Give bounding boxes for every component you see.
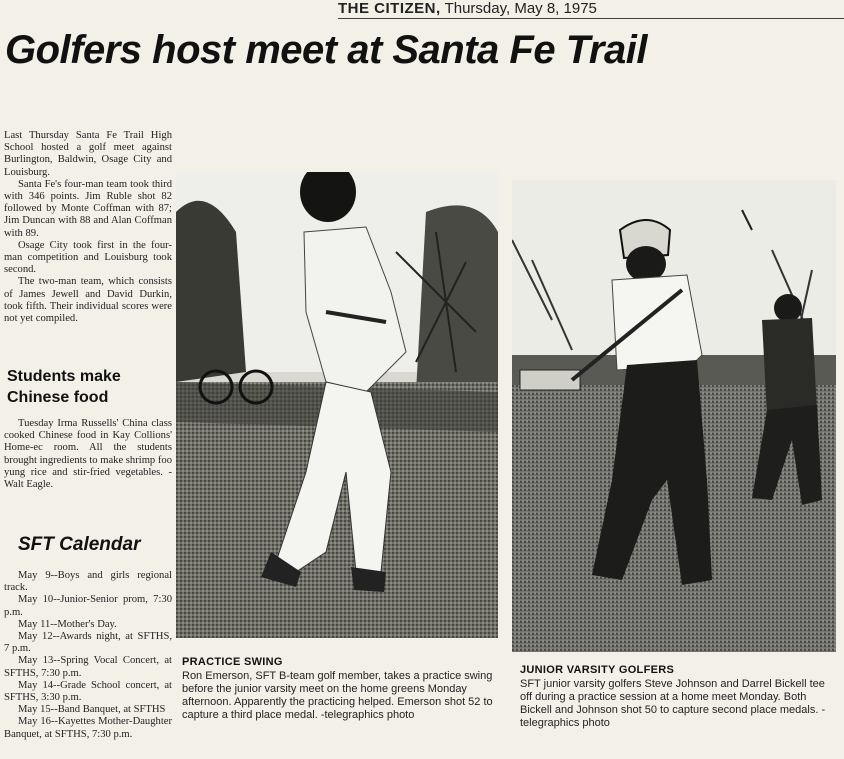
chinese-story-title (7, 366, 177, 408)
chinese-title-line-1: Students make (7, 368, 121, 385)
calendar-item: May 16--Kayettes Mother-Daughter Banquet, at SFTHS, 7:30 p.m. (4, 716, 172, 740)
calendar-item: May 12--Awards night, at SFTHS, 7 p.m. (4, 631, 172, 655)
calendar-item: May 11--Mother's Day. (18, 618, 117, 630)
jv-golfers-title: JUNIOR VARSITY GOLFERS (520, 664, 675, 676)
calendar-title: SFT Calendar (18, 534, 141, 555)
calendar-item: May 15--Band Banquet, at SFTHS (18, 704, 166, 716)
calendar-item: May 10--Junior-Senior prom, 7:30 p.m. (4, 594, 172, 618)
paper-name: THE CITIZEN, (338, 0, 441, 17)
masthead (338, 0, 844, 19)
practice-swing-photo (176, 172, 498, 638)
golf-paragraph-2: Santa Fe's four-man team took third with 346 points. Jim Ruble shot 82 followed by Monte Coffman with 87; Jim Duncan with 88 and Alan Coffman with 89. (4, 178, 172, 239)
calendar-list (4, 570, 172, 741)
jv-golfers-image (512, 180, 836, 652)
chinese-story (4, 418, 172, 491)
golf-paragraph-1: Last Thursday Santa Fe Trail High School hosted a golf meet against Burlington, Baldwin, Osage City and Louisburg. (4, 130, 172, 178)
practice-swing-title: PRACTICE SWING (182, 656, 283, 668)
jv-golfers-caption: SFT junior varsity golfers Steve Johnson and Darrel Bickell tee off during a practice session at a home meet Monday. Both Bickell and Johnson shot 50 to capture second place medals. -telegraphics photo (520, 678, 826, 729)
golf-story (4, 130, 172, 325)
calendar-item: May 9--Boys and girls regional track. (4, 570, 172, 594)
golf-paragraph-4: The two-man team, which consists of James Jewell and David Durkin, took fifth. Their individual scores were not yet compiled. (4, 276, 172, 325)
practice-swing-caption: Ron Emerson, SFT B-team golf member, takes a practice swing before the junior varsity meet on the home greens Monday afternoon. Apparently the practicing helped. Emerson shot 52 to capture a third place medal. -telegraphics photo (182, 670, 493, 721)
issue-date: Thursday, May 8, 1975 (444, 0, 597, 17)
chinese-story-body: Tuesday Irma Russells' China class cooked Chinese food in Kay Collions' Home-ec room. All the students brought ingredients to make shrimp foo yung rice and stir-fried vegetables. -Walt Eagle. (4, 418, 172, 491)
jv-golfers-photo (512, 180, 836, 652)
practice-swing-image (176, 172, 498, 638)
headline: Golfers host meet at Santa Fe Trail (5, 28, 647, 72)
golf-paragraph-3: Osage City took first in the four-man competition and Louisburg took second. (4, 239, 172, 276)
chinese-title-line-2: Chinese food (7, 389, 109, 406)
calendar-item: May 14--Grade School concert, at SFTHS, 3:30 p.m. (4, 679, 172, 704)
calendar-item: May 13--Spring Vocal Concert, at SFTHS, 7:30 p.m. (4, 655, 172, 679)
